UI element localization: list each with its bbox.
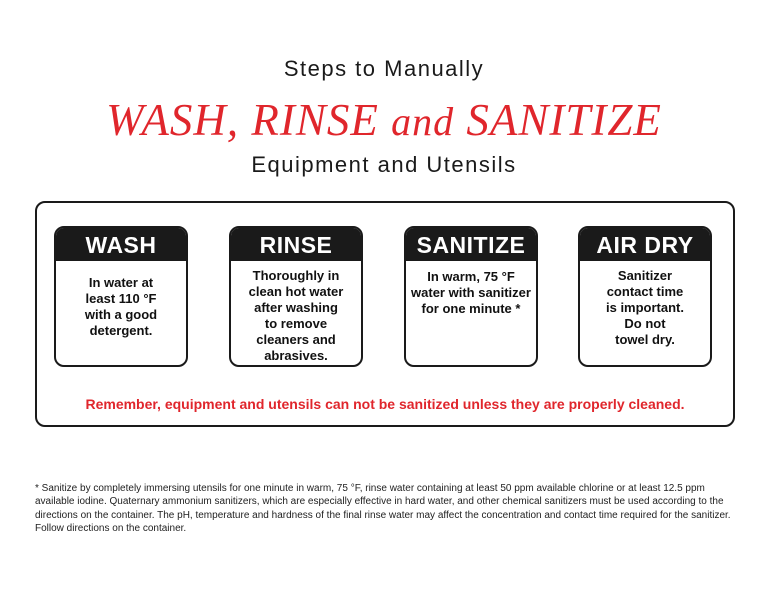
step-text-line: cleaners and: [256, 332, 336, 347]
reminder-text: Remember, equipment and utensils can not be sanitized unless they are properly cleaned.: [85, 396, 685, 412]
title-line-3: Equipment and Utensils: [251, 152, 517, 177]
step-text-line: to remove: [264, 316, 328, 331]
step-card-rinse: [229, 226, 363, 367]
step-text-line: towel dry.: [615, 332, 675, 347]
main-title: [0, 94, 768, 146]
step-title: AIR DRY: [580, 228, 710, 261]
step-text-line: after washing: [254, 300, 338, 315]
step-text-line: is important.: [605, 300, 684, 315]
step-card-wash: [54, 226, 188, 367]
footnote-text: * Sanitize by completely immersing utensils for one minute in warm, 75 °F, rinse water containing at least 50 ppm available chlorine or at least 12.5 ppm available iodine. Quaternary ammonium sanitizers, which are especially effective in hard water, and other chemical sanitizers must be used according to the directions on the container. The pH, temperature and hardness of the final rinse water may affect the concentration and contact time required for the sanitizer. Follow directions on the container.: [35, 483, 731, 534]
step-text-line: for one minute *: [421, 301, 521, 316]
main-title-part-2: SANITIZE: [454, 95, 662, 145]
step-text-line: with a good: [84, 307, 158, 322]
step-text: [56, 261, 186, 339]
step-title: SANITIZE: [406, 228, 536, 261]
step-text-line: detergent.: [89, 323, 153, 338]
step-text-line: Do not: [624, 316, 666, 331]
step-card-sanitize: [404, 226, 538, 367]
step-text-line: Thoroughly in: [252, 268, 340, 283]
step-text-line: water with sanitizer: [411, 285, 531, 300]
step-text: [580, 261, 710, 348]
step-text-line: In warm, 75 °F: [427, 269, 515, 284]
step-text-line: In water at: [88, 275, 154, 290]
step-text-line: abrasives.: [264, 348, 328, 363]
step-card-air-dry: [578, 226, 712, 367]
step-text-line: contact time: [606, 284, 684, 299]
title-line-1: Steps to Manually: [283, 56, 485, 81]
main-title-and: and: [391, 99, 455, 144]
step-text: [406, 261, 536, 317]
step-text-line: Sanitizer: [617, 268, 673, 283]
main-title-part-1: WASH, RINSE: [106, 95, 392, 145]
step-text-line: least 110 °F: [85, 291, 157, 306]
step-text-line: clean hot water: [248, 284, 344, 299]
step-title: RINSE: [231, 228, 361, 261]
step-text: [231, 261, 361, 364]
step-title: WASH: [56, 228, 186, 261]
